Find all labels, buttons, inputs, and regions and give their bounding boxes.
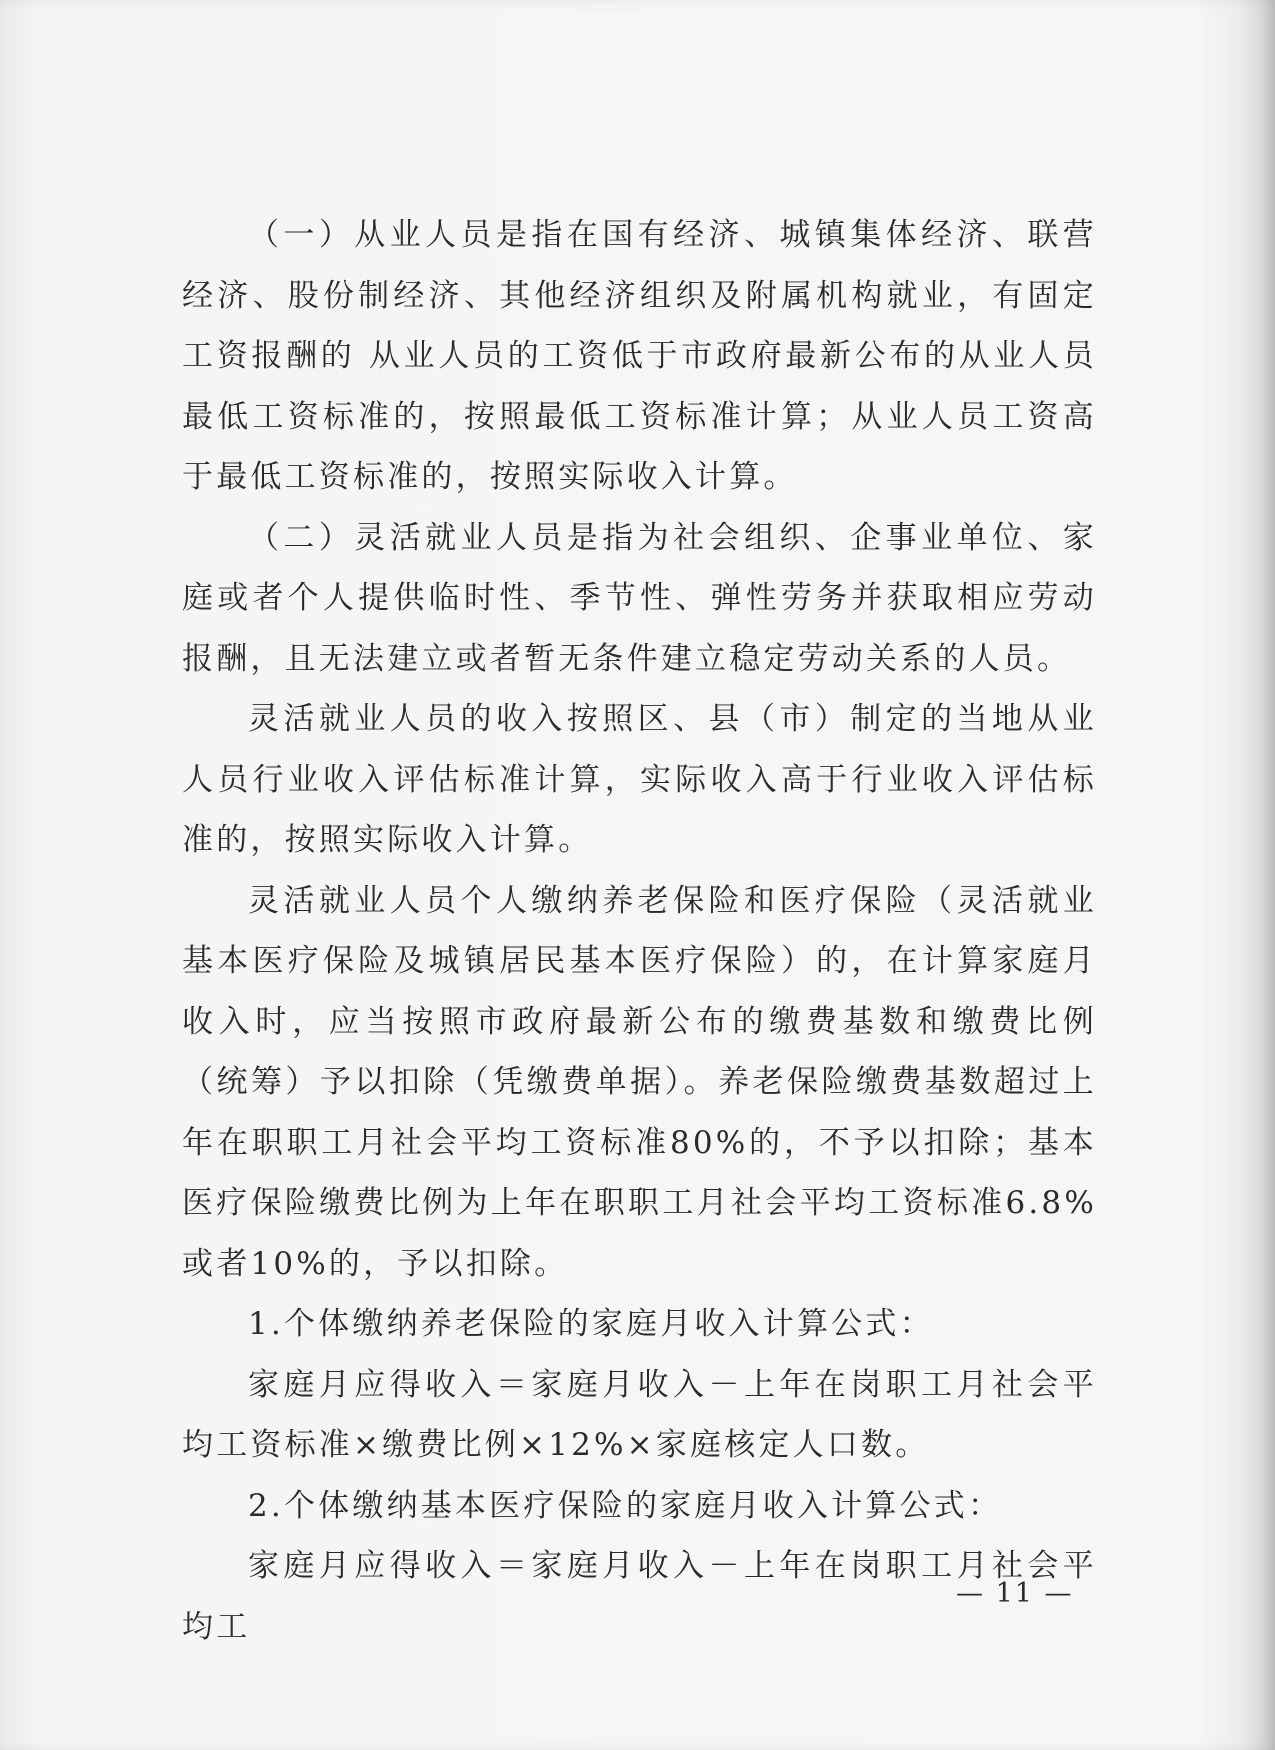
page-number: — 11 —: [956, 1578, 1074, 1609]
paragraph-formula-1: 家庭月应得收入＝家庭月收入－上年在岗职工月社会平均工资标准×缴费比例×12%×家庭核定人口数。: [182, 1366, 1097, 1463]
paragraph-employed-persons: （一）从业人员是指在国有经济、城镇集体经济、联营经济、股份制经济、其他经济组织及附属机构就业，有固定工资报酬的 从业人员的工资低于市政府最新公布的从业人员最低工资标准的，按照最低工资标准计算；从业人员工资高于最低工资标准的，按照实际收入计算。: [182, 217, 1097, 495]
page-edge-shadow: [1241, 0, 1275, 1750]
document-body: [182, 205, 1097, 1657]
paragraph-formula-1-heading: 1.个体缴纳养老保险的家庭月收入计算公式：: [248, 1306, 934, 1342]
paragraph-flexible-employment-definition: （二）灵活就业人员是指为社会组织、企事业单位、家庭或者个人提供临时性、季节性、弹性劳务并获取相应劳动报酬，且无法建立或者暂无条件建立稳定劳动关系的人员。: [182, 519, 1097, 677]
paragraph-formula-2-heading: 2.个体缴纳基本医疗保险的家庭月收入计算公式：: [248, 1487, 1003, 1524]
paragraph-flexible-employment-income: 灵活就业人员的收入按照区、县（市）制定的当地从业人员行业收入评估标准计算，实际收入高于行业收入评估标准的，按照实际收入计算。: [182, 701, 1097, 858]
paragraph-formula-2: 家庭月应得收入＝家庭月收入－上年在岗职工月社会平均工: [182, 1548, 1097, 1645]
paragraph-insurance-deduction: 灵活就业人员个人缴纳养老保险和医疗保险（灵活就业基本医疗保险及城镇居民基本医疗保险）的，在计算家庭月收入时，应当按照市政府最新公布的缴费基数和缴费比例（统筹）予以扣除（凭缴费单据）。养老保险缴费基数超过上年在职职工月社会平均工资标准80%的，不予以扣除；基本医疗保险缴费比例为上年在职职工月社会平均工资标准6.8%或者10%的，予以扣除。: [182, 882, 1097, 1282]
